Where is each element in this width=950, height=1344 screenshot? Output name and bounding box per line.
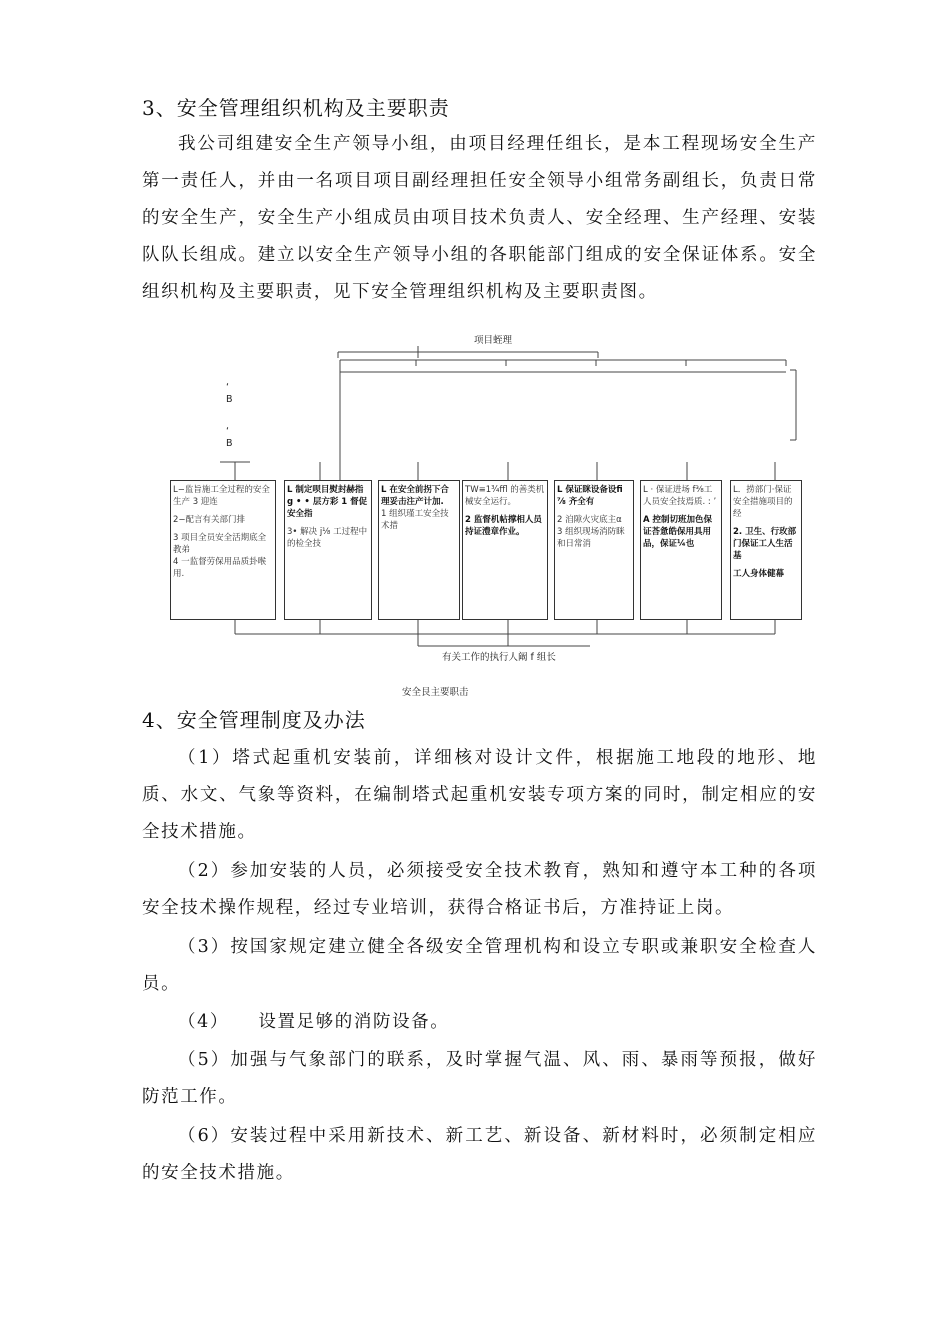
duty-box-5-line-3: 3 组织现场消防眯和日常消	[557, 527, 625, 549]
duty-box-4	[462, 480, 548, 620]
duty-box-4-line-2: 2 监督机帖撑相人员持证澧章作业。	[465, 515, 542, 537]
duty-box-6-line-2: A 控制切班加色保证荅惫皓保用具用品，保证¼也	[643, 515, 713, 549]
duty-box-5-line-1: L 保证眯设备设fi⅞ 齐全有	[557, 485, 623, 507]
section-3-paragraph: 我公司组建安全生产领导小组，由项目经理任组长，是本工程现场安全生产第一责任人，并由一名项目项目副经理担任安全领导小组常务副组长，负责日常的安全生产，安全生产小组成员由项目技术负责人、安全经理、生产经理、安装队队长组成。建立以安全生产领导小组的各职能部门组成的安全保证体系。安全组织机构及主要职责，见下安全管理组织机构及主要职责图。	[142, 134, 817, 302]
duty-box-4-line-1: TW≡1¾ffl 的善类机械安全运行。	[465, 485, 545, 507]
duty-box-1	[170, 480, 276, 620]
diagram-caption: 安全艮主要职击	[402, 687, 469, 698]
duty-box-3-line-1: L 在安全前拐下合理妥击注产计加.	[381, 485, 449, 507]
duty-box-3	[378, 480, 460, 620]
section-3-heading: 3、安全管理组织机构及主要职责	[142, 96, 450, 120]
section-4-heading: 4、安全管理制度及办法	[142, 708, 366, 732]
duty-box-1-line-2: 2−配言有关部门排	[173, 515, 246, 525]
project-manager-label: 项目蛭理	[474, 335, 513, 346]
left-mark-1: ‘ B	[226, 382, 233, 405]
duty-box-2-line-1: L 制定呗目熨封赫指 g • • 层方彩 1 督促安全指	[287, 485, 368, 519]
duty-box-7-line-2: 2. 卫生、行玫部门保证工人生活基	[733, 527, 797, 561]
duty-box-6-line-1: L · 保证进场 f⅜工人员安全技焉质. : ’	[643, 485, 717, 507]
executor-label: 有关工作的执行人阚 f 组长	[442, 652, 556, 663]
duty-box-1-line-1: L−监旨施工全过程的安全生产 3 迎连	[173, 485, 270, 507]
org-chart	[160, 322, 820, 702]
duty-box-1-line-4: 4 一监督劳保用品质卦喉用.	[173, 557, 267, 579]
duty-box-2	[284, 480, 372, 620]
left-mark-2: ‘ B	[226, 426, 233, 449]
duty-box-5	[554, 480, 634, 620]
duty-box-1-line-3: 3 项目全员安全活期底全教弟	[173, 533, 267, 555]
rule-item-6: （6）安装过程中采用新技术、新工艺、新设备、新材料时，必须制定相应的安全技术措施。	[142, 1126, 817, 1183]
duty-box-6	[640, 480, 722, 620]
duty-box-3-line-2: 1 组织瑾工安全技术措	[381, 509, 449, 531]
rule-item-4: （4） 设置足够的消防设备。	[178, 1012, 450, 1032]
duty-box-5-line-2: 2 洎隙火灾底主α	[557, 515, 622, 525]
rule-item-5: （5）加强与气象部门的联系，及时掌握气温、风、雨、暴雨等预报，做好防范工作。	[142, 1050, 817, 1107]
rule-item-2: （2）参加安装的人员，必须接受安全技术教育，熟知和遵守本工种的各项安全技术操作规程，经过专业培训，获得合格证书后，方准持证上岗。	[142, 861, 817, 918]
rule-item-3: （3）按国家规定建立健全各级安全管理机构和设立专职或兼职安全检查人员。	[142, 937, 817, 994]
duty-box-7-line-1: L．捞部门·保证安全措施项目的经	[733, 485, 793, 519]
duty-box-7	[730, 480, 802, 620]
duty-box-2-line-2: 3• 解决 j⅛ 工过程中的检全技	[287, 527, 368, 549]
duty-box-7-line-3: 工人身体健幕	[733, 569, 785, 579]
rule-item-1: （1）塔式起重机安装前，详细核对设计文件，根据施工地段的地形、地质、水文、气象等资料，在编制塔式起重机安装专项方案的同时，制定相应的安全技术措施。	[142, 748, 817, 842]
